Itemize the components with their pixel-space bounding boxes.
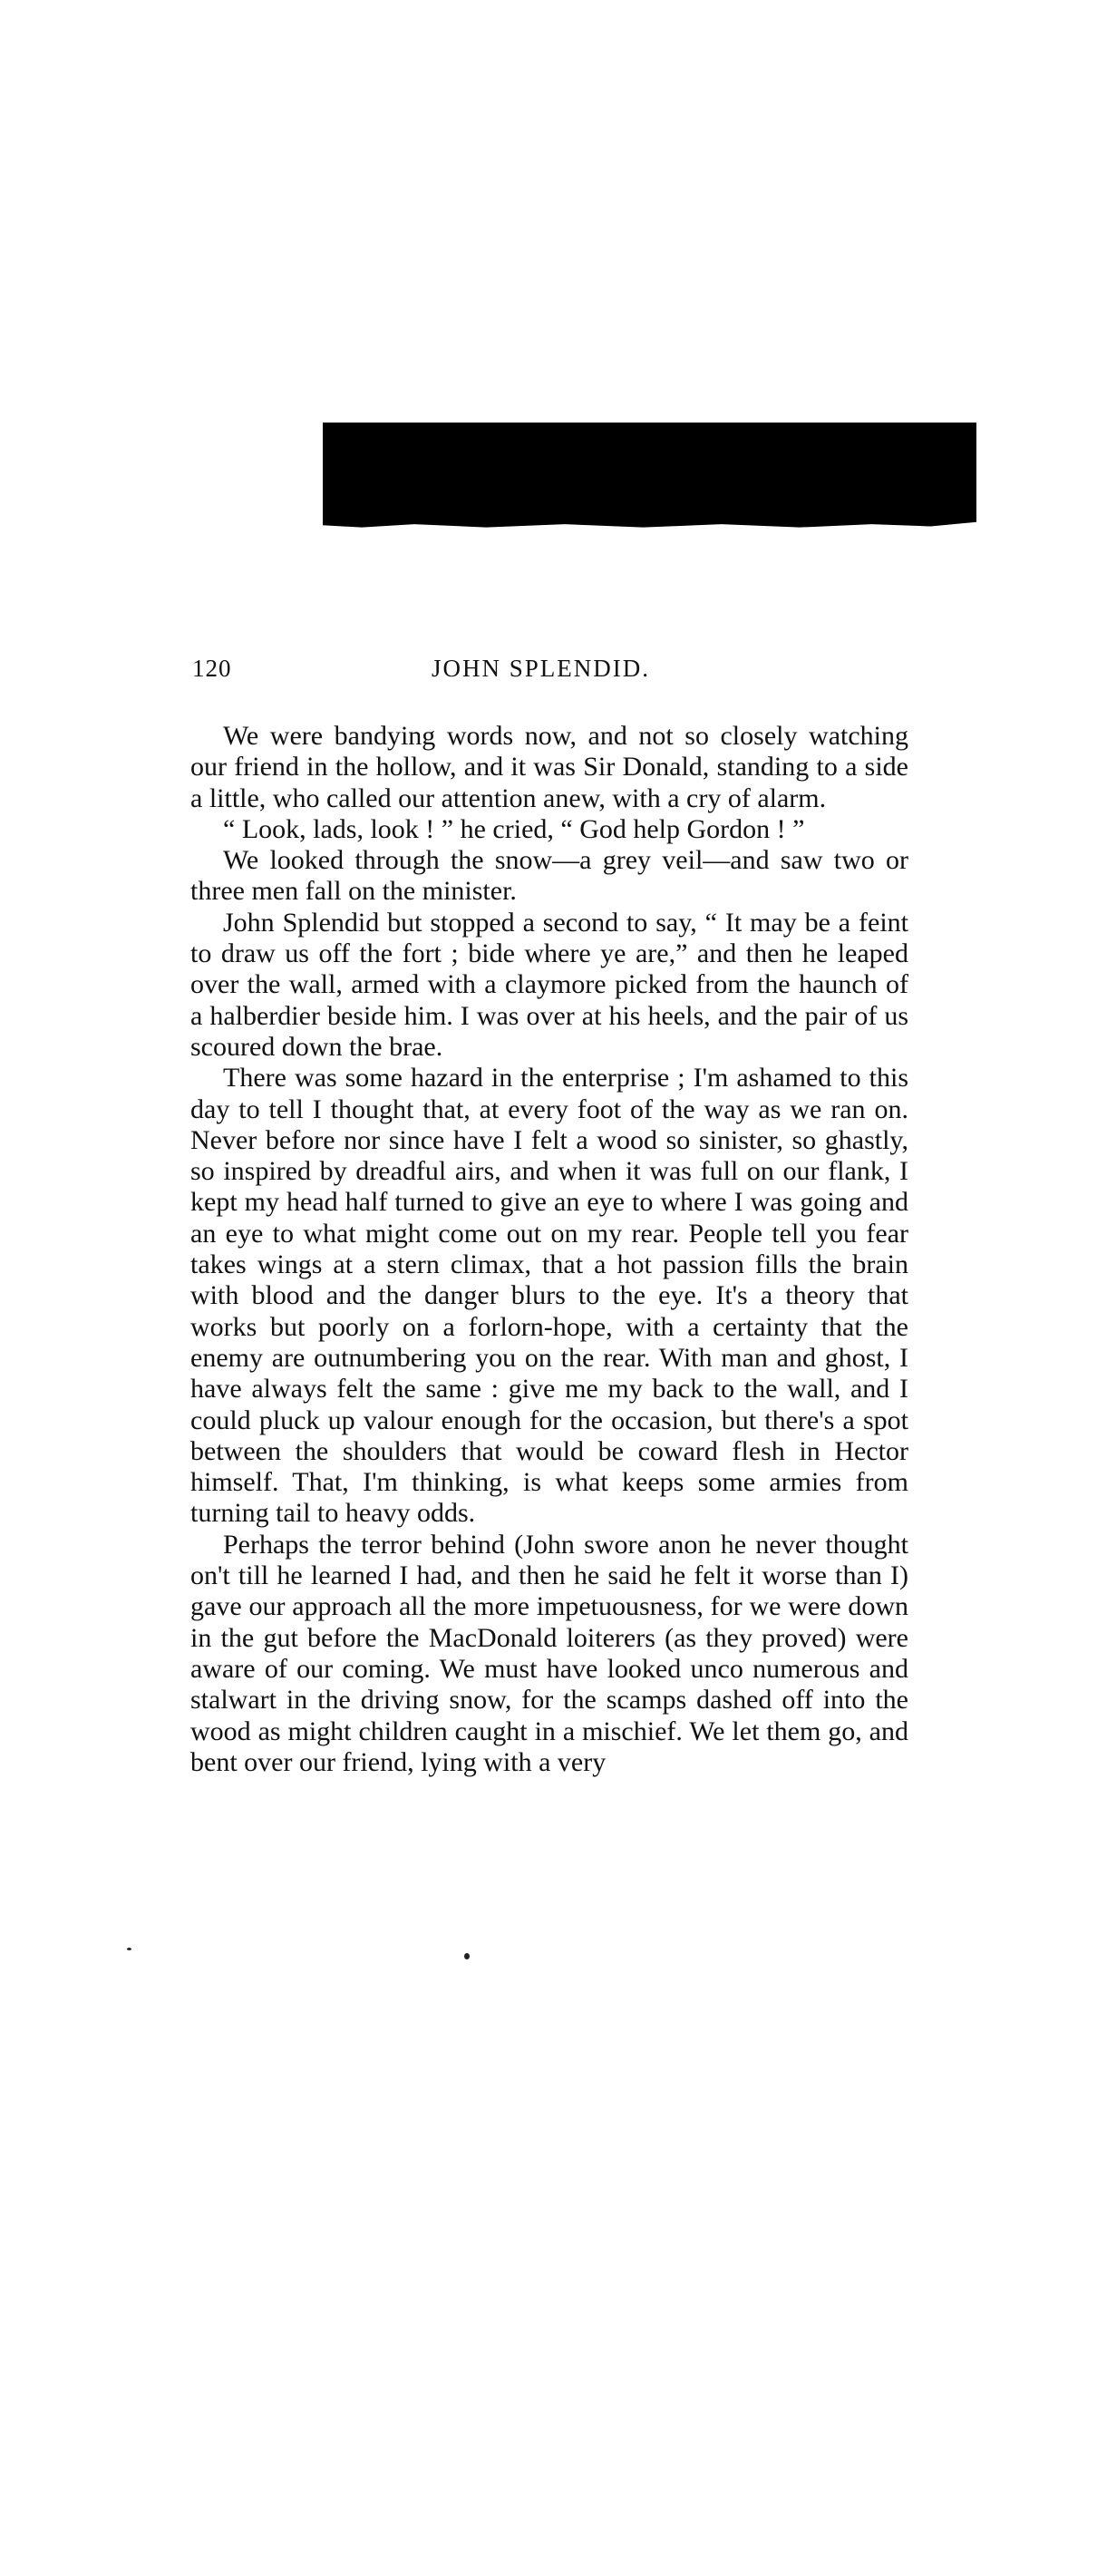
paragraph-john-splendid: John Splendid but stopped a second to say, “ It may be a feint to draw us off the fort ; bide where ye are,” and then he leaped over the wall, armed with a claymore picked from the haunch of a halberdier beside him. I was over at his heels, and the pair of us scoured down the brae. — [190, 907, 908, 1062]
stray-mark — [127, 1948, 131, 1950]
body-text — [190, 721, 908, 1778]
paragraph-hazard: There was some hazard in the enterprise ; I'm ashamed to this day to tell I thought that, at every foot of the way as we ran on. Never before nor since have I felt a wood so sinister, so ghastly, so inspired by dreadful airs, and when it was full on our flank, I kept my head half turned to give an eye to where I was going and an eye to what might come out on my rear. People tell you fear takes wings at a stern climax, that a hot passion fills the brain with blood and the danger blurs to the eye. It's a theory that works but poorly on a forlorn-hope, with a certainty that the enemy are outnumbering you on the rear. With man and ghost, I have always felt the same : give me my back to the wall, and I could pluck up valour enough for the occasion, but there's a spot between the shoulders that would be coward flesh in Hector himself. That, I'm thinking, is what keeps some armies from turning tail to heavy odds. — [190, 1063, 908, 1529]
paragraph-terror-behind: Perhaps the terror behind (John swore anon he never thought on't till he learned I had, and then he said he felt it worse than I) gave our approach all the more impetuousness, for we were down in the gut before the MacDonald loiterers (as they proved) were aware of our coming. We must have looked unco numerous and stalwart in the driving snow, for the scamps dashed off into the wood as might children caught in a mischief. We let them go, and bent over our friend, lying with a very — [190, 1529, 908, 1777]
paragraph-snow-veil: We looked through the snow—a grey veil—and saw two or three men fall on the minister. — [190, 845, 908, 907]
paragraph-bandying-words: We were bandying words now, and not so closely watching our friend in the hollow, and it was Sir Donald, standing to a side a little, who called our attention anew, with a cry of alarm. — [190, 721, 908, 813]
stray-dot — [464, 1953, 470, 1959]
running-head — [190, 655, 907, 691]
running-title: JOHN SPLENDID. — [432, 655, 651, 682]
redaction-bar — [323, 423, 976, 530]
paragraph-look-lads: “ Look, lads, look ! ” he cried, “ God help Gordon ! ” — [223, 813, 805, 844]
page-number: 120 — [192, 655, 232, 682]
